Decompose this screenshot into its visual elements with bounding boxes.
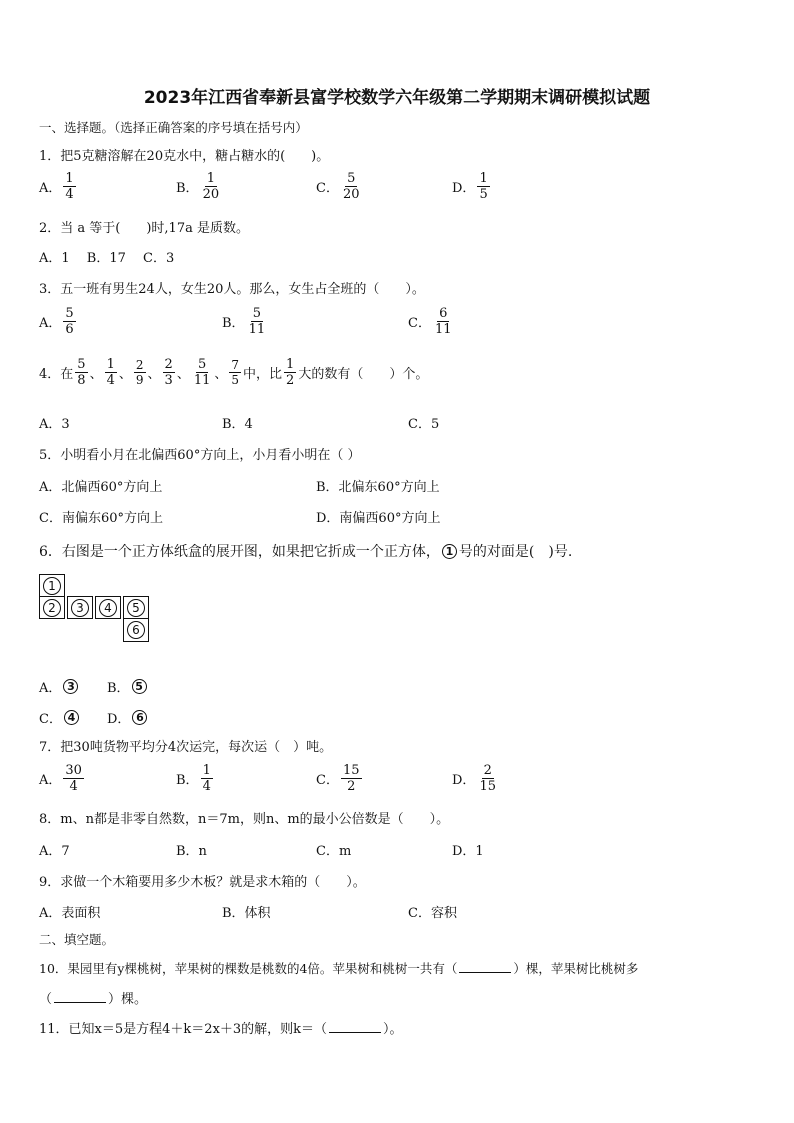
section-heading-fill: 二、填空题。 <box>39 932 115 947</box>
fraction: $\frac{15}{2}$ <box>342 763 360 794</box>
question-11: 11．已知x＝5是方程4＋k＝2x＋3的解，则k＝（ ）。 <box>39 1022 403 1037</box>
net-cell-2: 2 <box>39 596 65 619</box>
question-9: 9．求做一个木箱要用多少木板？就是求木箱的（ ）。 <box>39 875 366 890</box>
q6-option-c[interactable]: C． 4 <box>39 708 81 727</box>
q4-option-c[interactable]: C．5 <box>408 417 440 432</box>
page-title: 2023年江西省奉新县富学校数学六年级第二学期期末调研模拟试题 <box>143 88 651 108</box>
q3-option-b[interactable]: B． $\frac{5}{11}$ <box>222 306 266 337</box>
fraction: $\frac{1}{4}$ <box>65 171 74 202</box>
question-2: 2．当 a 等于( )时,17a 是质数。 <box>39 221 249 236</box>
net-cell-5: 5 <box>123 596 149 619</box>
question-6: 6．右图是一个正方体纸盒的展开图，如果把它折成一个正方体， 1 号的对面是( )号. <box>39 544 573 560</box>
circled-number-icon: 6 <box>132 710 147 725</box>
fraction: $\frac{1}{4}$ <box>202 763 211 794</box>
fraction: $\frac{5}{8}$ <box>77 357 86 388</box>
answer-blank[interactable] <box>54 990 106 1003</box>
fraction: $\frac{1}{20}$ <box>202 171 220 202</box>
net-cell-1: 1 <box>39 574 65 597</box>
fraction: $\frac{1}{4}$ <box>106 357 115 388</box>
net-cell-6: 6 <box>123 618 149 642</box>
circled-number-icon: 3 <box>63 679 78 694</box>
q3-option-c[interactable]: C． $\frac{6}{11}$ <box>408 306 452 337</box>
fraction: $\frac{30}{4}$ <box>65 763 82 794</box>
net-cell-4: 4 <box>95 596 121 619</box>
fraction: $\frac{5}{20}$ <box>342 171 360 202</box>
q9-option-b[interactable]: B．体积 <box>222 906 271 921</box>
net-cell-3: 3 <box>67 596 93 619</box>
q6-option-a[interactable]: A． 3 <box>39 677 80 696</box>
q1-option-a[interactable]: A． $\frac{1}{4}$ <box>39 171 74 202</box>
q5-option-b[interactable]: B．北偏东60°方向上 <box>316 480 440 495</box>
answer-blank[interactable] <box>329 1020 381 1033</box>
q7-option-a[interactable]: A． $\frac{30}{4}$ <box>39 763 82 794</box>
q8-option-d[interactable]: D．1 <box>452 844 484 859</box>
q5-option-c[interactable]: C．南偏东60°方向上 <box>39 511 163 526</box>
q9-option-a[interactable]: A．表面积 <box>39 906 101 921</box>
fraction: $\frac{6}{11}$ <box>434 306 452 337</box>
fraction: $\frac{5}{6}$ <box>65 306 74 337</box>
question-7: 7．把30吨货物平均分4次运完，每次运（ ）吨。 <box>39 740 333 755</box>
question-10-line-1: 10．果园里有y棵桃树，苹果树的棵数是桃数的4倍。苹果树和桃树一共有（ ）棵，苹果树比桃树多 <box>39 961 639 976</box>
q7-option-c[interactable]: C． $\frac{15}{2}$ <box>316 763 360 794</box>
q5-option-d[interactable]: D．南偏西60°方向上 <box>316 511 441 526</box>
circled-number-icon: 4 <box>64 710 79 725</box>
question-5: 5．小明看小月在北偏西60°方向上，小月看小明在（ ） <box>39 448 361 463</box>
fraction: $\frac{2}{15}$ <box>479 763 496 794</box>
q7-option-d[interactable]: D． $\frac{2}{15}$ <box>452 763 496 794</box>
fraction: $\frac{5}{11}$ <box>193 357 211 388</box>
q9-option-c[interactable]: C．容积 <box>408 906 457 921</box>
q3-option-a[interactable]: A． $\frac{5}{6}$ <box>39 306 74 337</box>
q1-option-b[interactable]: B． $\frac{1}{20}$ <box>176 171 220 202</box>
cube-net-diagram <box>39 574 159 664</box>
question-1: 1．把5克糖溶解在20克水中，糖占糖水的( )。 <box>39 149 330 164</box>
fraction: $\frac{2}{9}$ <box>135 358 144 387</box>
q6-option-b[interactable]: B． 5 <box>107 677 149 696</box>
question-4: 4．在 $\frac{5}{8}$ 、 $\frac{1}{4}$ 、 $\frac{2}{9}$ 、 $\frac{2}{3}$ 、 $\frac{5}{11}$ 、 $\frac{7}{5}$ 中，比 $\frac{1}{2}$ 大的数有（ ）个。 <box>39 357 429 388</box>
q1-option-c[interactable]: C． $\frac{5}{20}$ <box>316 171 360 202</box>
q2-options[interactable]: A．1 B．17 C．3 <box>39 251 175 266</box>
answer-blank[interactable] <box>459 960 511 973</box>
q8-option-a[interactable]: A．7 <box>39 844 70 859</box>
section-heading-choice: 一、选择题。（选择正确答案的序号填在括号内） <box>39 120 308 135</box>
question-10-line-2: （ ）棵。 <box>39 992 148 1007</box>
q5-option-a[interactable]: A．北偏西60°方向上 <box>39 480 163 495</box>
circled-number-icon: 5 <box>132 679 147 694</box>
circled-number-icon: 1 <box>442 544 457 559</box>
q7-option-b[interactable]: B． $\frac{1}{4}$ <box>176 763 211 794</box>
question-3: 3．五一班有男生24人，女生20人。那么，女生占全班的（ ）。 <box>39 282 425 297</box>
fraction: $\frac{1}{5}$ <box>479 171 488 202</box>
fraction: $\frac{7}{5}$ <box>231 358 240 387</box>
fraction: $\frac{5}{11}$ <box>248 306 266 337</box>
question-8: 8．m、n都是非零自然数，n＝7m，则n、m的最小公倍数是（ ）。 <box>39 812 450 827</box>
q4-option-a[interactable]: A．3 <box>39 417 70 432</box>
q8-option-c[interactable]: C．m <box>316 844 352 859</box>
fraction: $\frac{2}{3}$ <box>164 357 173 388</box>
q1-option-d[interactable]: D． $\frac{1}{5}$ <box>452 171 488 202</box>
q6-option-d[interactable]: D． 6 <box>107 708 149 727</box>
q4-option-b[interactable]: B．4 <box>222 417 253 432</box>
q8-option-b[interactable]: B．n <box>176 844 207 859</box>
fraction: $\frac{1}{2}$ <box>286 357 295 388</box>
